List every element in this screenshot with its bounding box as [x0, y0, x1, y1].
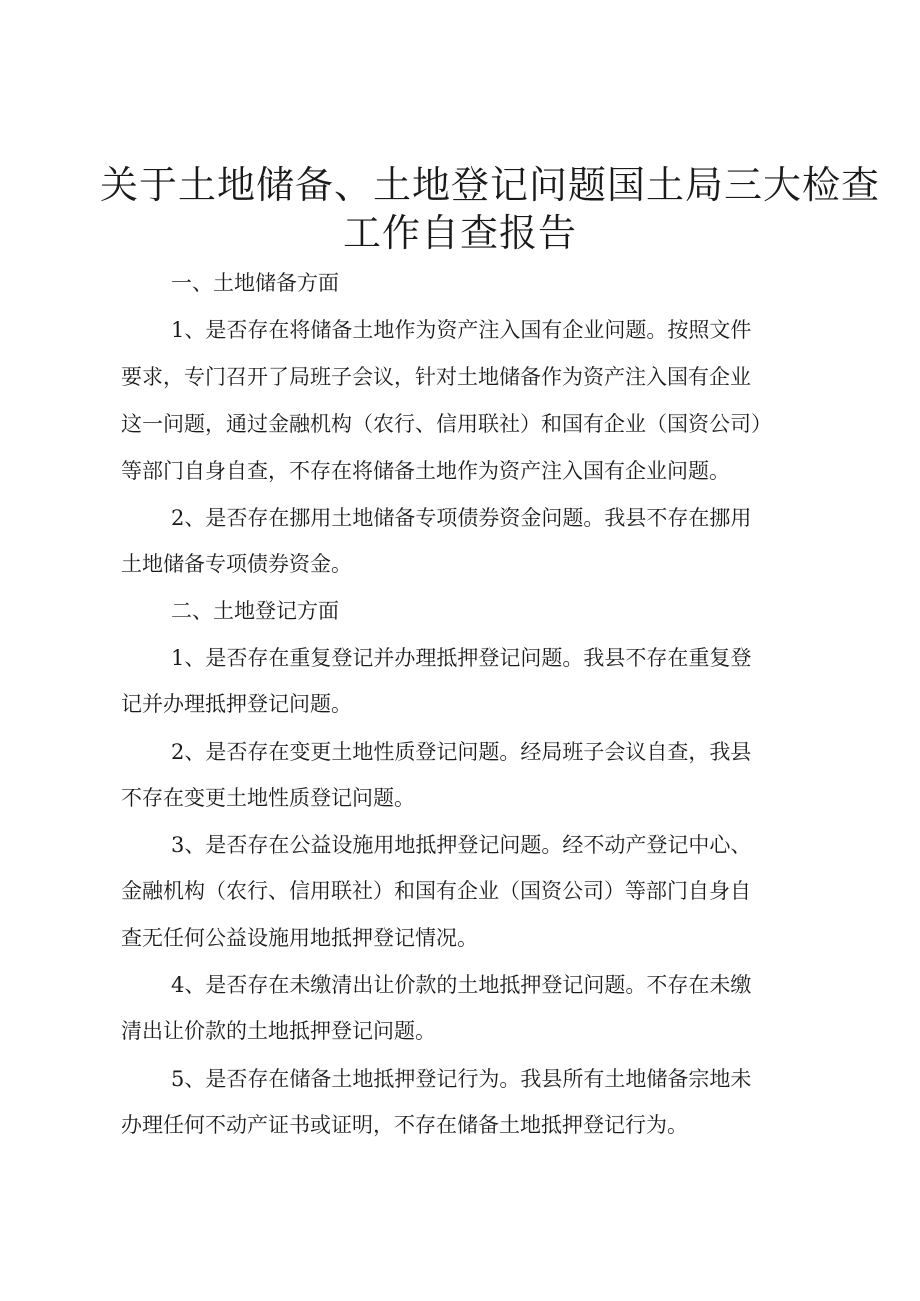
- paragraph-line: 这一问题，通过金融机构（农行、信用联社）和国有企业（国资公司）: [121, 412, 772, 436]
- paragraph-line: 不存在变更土地性质登记问题。: [121, 786, 415, 810]
- paragraph-line: 金融机构（农行、信用联社）和国有企业（国资公司）等部门自身自: [121, 879, 751, 903]
- paragraph-line: 2、是否存在挪用土地储备专项债券资金问题。我县不存在挪用: [171, 506, 752, 530]
- paragraph-line: 1、是否存在重复登记并办理抵押登记问题。我县不存在重复登: [171, 646, 752, 670]
- document-title-line-1: 关于土地储备、土地登记问题国土局三大检查: [100, 163, 881, 207]
- document-title-line-2: 工作自查报告: [342, 211, 577, 255]
- section-heading-land-registration: 二、土地登记方面: [171, 599, 339, 623]
- paragraph-line: 3、是否存在公益设施用地抵押登记问题。经不动产登记中心、: [171, 833, 752, 857]
- paragraph-line: 记并办理抵押登记问题。: [121, 692, 352, 716]
- paragraph-line: 5、是否存在储备土地抵押登记行为。我县所有土地储备宗地未: [171, 1067, 752, 1091]
- paragraph-line: 土地储备专项债券资金。: [121, 552, 352, 576]
- paragraph-line: 2、是否存在变更土地性质登记问题。经局班子会议自查，我县: [171, 740, 752, 764]
- section-heading-land-reserve: 一、土地储备方面: [171, 271, 339, 295]
- paragraph-line: 办理任何不动产证书或证明，不存在储备土地抵押登记行为。: [121, 1113, 688, 1137]
- paragraph-line: 1、是否存在将储备土地作为资产注入国有企业问题。按照文件: [171, 318, 752, 342]
- paragraph-line: 4、是否存在未缴清出让价款的土地抵押登记问题。不存在未缴: [171, 973, 752, 997]
- paragraph-line: 清出让价款的土地抵押登记问题。: [121, 1019, 436, 1043]
- paragraph-line: 等部门自身自查，不存在将储备土地作为资产注入国有企业问题。: [121, 459, 730, 483]
- paragraph-line: 要求，专门召开了局班子会议，针对土地储备作为资产注入国有企业: [121, 365, 751, 389]
- paragraph-line: 查无任何公益设施用地抵押登记情况。: [121, 926, 478, 950]
